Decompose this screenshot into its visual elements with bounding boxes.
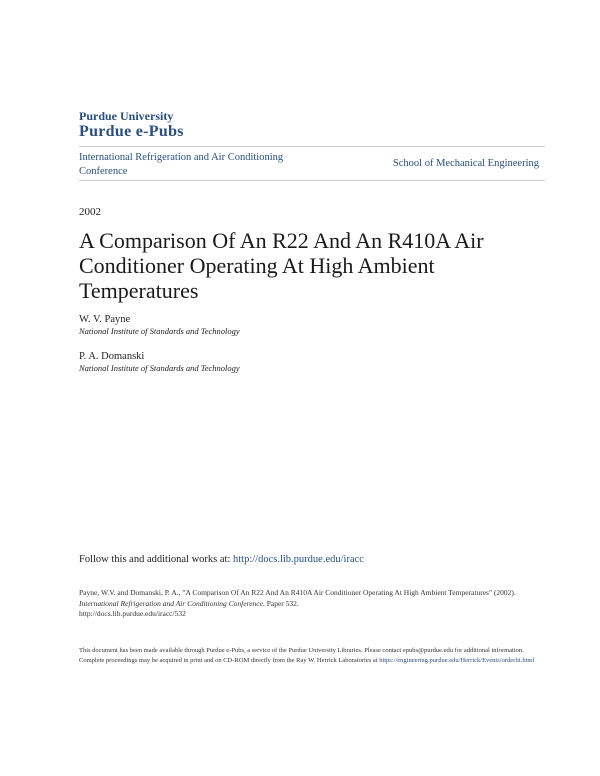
author-affiliation: National Institute of Standards and Technology [79,326,240,336]
follow-text: Follow this and additional works at: [79,554,231,565]
citation-url[interactable]: http://docs.lib.purdue.edu/iracc/532 [79,609,186,618]
author-affiliation: National Institute of Standards and Technology [79,363,240,373]
school-link[interactable]: School of Mechanical Engineering [392,158,539,169]
notice-line [79,656,549,666]
herrick-link[interactable]: https://engineering.purdue.edu/Herrick/Events/orderlit.html [379,656,535,664]
follow-line [79,554,364,565]
author-block [79,313,240,337]
citation [79,588,549,620]
citation-conference: International Refrigeration and Air Conditioning Conference. [79,598,265,608]
collection-bar [79,146,545,181]
notice-text: Complete proceedings may be acquired in print and on CD-ROM directly from the Ray W. Herrick Laboratories at [79,656,378,664]
notice-line: This document has been made available through Purdue e-Pubs, a service of the Purdue University Libraries. Please contact epubs@purdue.edu for additional information. [79,647,524,654]
author-name: W. V. Payne [79,314,131,325]
author-name: P. A. Domanski [79,351,145,362]
brand-block [79,109,184,141]
university-name: Purdue University [79,109,174,123]
paper-title: A Comparison Of An R22 And An R410A Air Conditioner Operating At High Ambient Temperatures [79,228,484,303]
conference-link[interactable]: International Refrigeration and Air Conditioning Conference [79,152,284,177]
repository-name[interactable]: Purdue e-Pubs [79,123,184,140]
availability-notice [79,646,549,665]
collection-url-link[interactable]: http://docs.lib.purdue.edu/iracc [233,554,364,565]
publication-year: 2002 [79,206,101,218]
citation-text: Payne, W.V. and Domanski, P. A., "A Comparison Of An R22 And An R410A Air Conditioner Operating At High Ambient Temperatures" (2002). [79,588,516,597]
citation-paper: Paper 532. [266,598,299,608]
author-block [79,350,240,374]
